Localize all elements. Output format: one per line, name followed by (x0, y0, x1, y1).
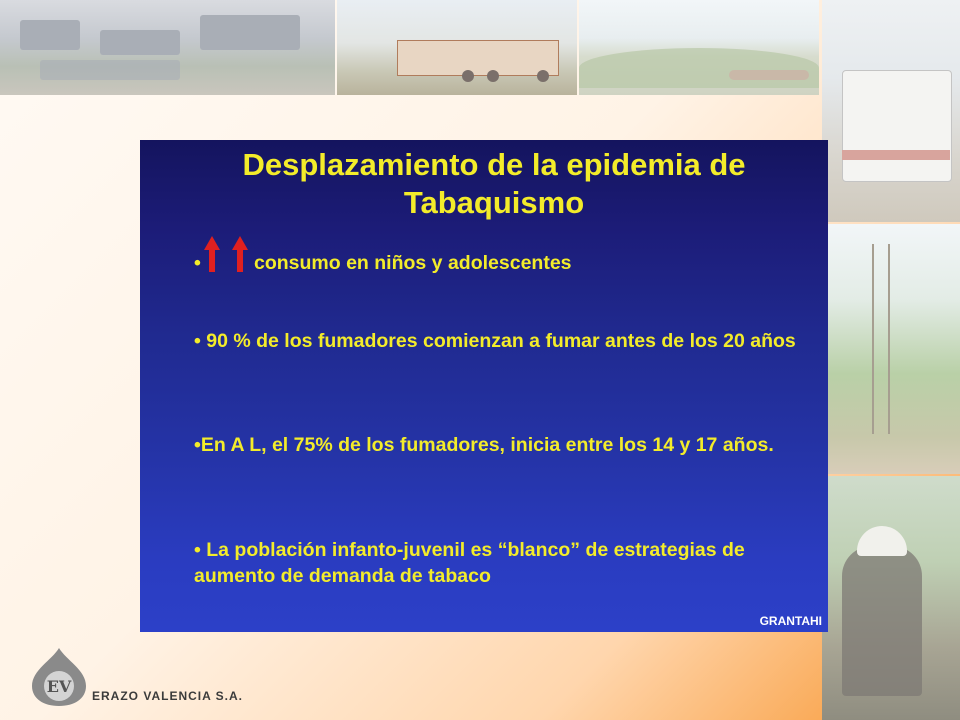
arrow-up-red-icon (204, 236, 220, 272)
arrow-up-red-icon (232, 236, 248, 272)
bullet-consumo (194, 250, 804, 276)
photo-refinery (0, 0, 335, 95)
slide-panel (140, 140, 828, 632)
slide-title (140, 146, 828, 222)
photo-worker (822, 476, 960, 720)
slide-title-line2: Tabaquismo (403, 185, 585, 220)
bullet-text: consumo en niños y adolescentes (254, 252, 572, 274)
photo-field-site (579, 0, 819, 95)
credit-label: GRANTAHI (759, 614, 822, 628)
photo-drilling-rig (822, 224, 960, 474)
bullet-poblacion: • La población infanto-juvenil es “blanco” de estrategias de aumento de demanda de tabaco (194, 539, 745, 587)
company-name: ERAZO VALENCIA S.A. (92, 689, 244, 703)
slide-title-line1: Desplazamiento de la epidemia de (242, 147, 746, 182)
bullet-noventa: • 90 % de los fumadores comienzan a fumar antes de los 20 años (194, 330, 796, 352)
company-logo-icon (28, 646, 90, 708)
photo-drilling-truck (337, 0, 577, 95)
logo-text: EV (46, 677, 72, 696)
bullet-marker: • (194, 252, 201, 274)
photo-service-truck (822, 0, 960, 222)
bullet-america-latina: •En A L, el 75% de los fumadores, inicia entre los 14 y 17 años. (194, 434, 774, 456)
